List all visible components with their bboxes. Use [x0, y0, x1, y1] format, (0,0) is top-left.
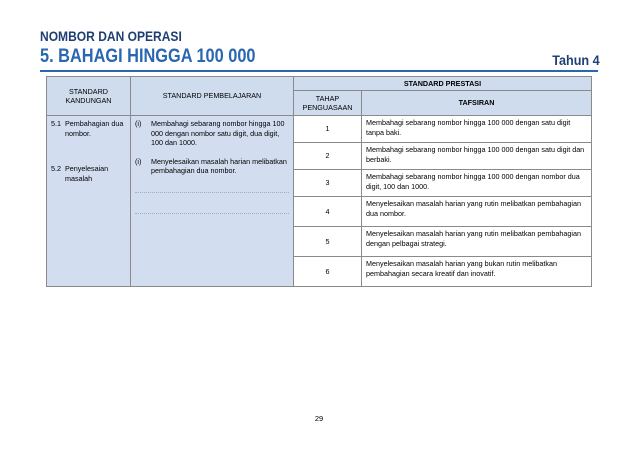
header-standard-pembelajaran: STANDARD PEMBELAJARAN: [131, 77, 294, 116]
dotted-separator: [135, 213, 289, 214]
tafsiran-cell: Menyelesaikan masalah harian yang rutin melibatkan pembahagian dengan pelbagai strategi.: [362, 227, 592, 257]
tahap-cell: 1: [294, 116, 362, 143]
tafsiran-cell: Membahagi sebarang nombor hingga 100 000 dengan nombor dua digit, 100 dan 1000.: [362, 170, 592, 197]
pembelajaran-item-text: Menyelesaikan masalah harian melibatkan pembahagian dua nombor.: [151, 156, 287, 175]
title-divider: [40, 70, 598, 72]
pembelajaran-item-number: (i): [135, 156, 142, 166]
pembelajaran-item: [135, 157, 289, 176]
pembelajaran-item-text: Membahagi sebarang nombor hingga 100 000 dengan nombor satu digit, dua digit, 100 dan 1000.: [151, 119, 285, 147]
tahap-cell: 5: [294, 227, 362, 257]
tafsiran-cell: Menyelesaikan masalah harian yang bukan rutin melibatkan pembahagian secara kreatif dan inovatif.: [362, 257, 592, 287]
kandungan-item: [51, 119, 128, 138]
pembelajaran-item: [135, 119, 289, 148]
topic-heading: NOMBOR DAN OPERASI: [40, 28, 182, 44]
standard-pembelajaran-cell: [131, 116, 294, 287]
kandungan-item-text: Penyelesaian masalah: [65, 164, 109, 183]
header-tahap-penguasaan: TAHAP PENGUASAAN: [294, 91, 362, 116]
dotted-separator: [135, 192, 289, 193]
curriculum-table: [46, 76, 592, 287]
header-standard-kandungan: STANDARD KANDUNGAN: [47, 77, 131, 116]
kandungan-item-number: 5.2: [51, 164, 61, 173]
header-standard-prestasi: STANDARD PRESTASI: [294, 77, 592, 91]
standard-kandungan-cell: [47, 116, 131, 287]
page-title: 5. BAHAGI HINGGA 100 000: [40, 46, 256, 67]
tahap-cell: 6: [294, 257, 362, 287]
pembelajaran-item-number: (i): [135, 119, 142, 128]
tafsiran-cell: Menyelesaikan masalah harian yang rutin melibatkan pembahagian dua nombor.: [362, 197, 592, 227]
page-number: 29: [314, 414, 324, 423]
tahap-cell: 2: [294, 143, 362, 170]
kandungan-item: [51, 164, 128, 183]
kandungan-item-text: Pembahagian dua nombor.: [65, 119, 124, 138]
header-tafsiran: TAFSIRAN: [362, 91, 592, 116]
tahap-cell: 4: [294, 197, 362, 227]
tafsiran-cell: Membahagi sebarang nombor hingga 100 000 dengan satu digit tanpa baki.: [362, 116, 592, 143]
kandungan-item-number: 5.1: [51, 119, 61, 128]
year-label: Tahun 4: [552, 52, 600, 68]
tafsiran-cell: Membahagi sebarang nombor hingga 100 000 dengan satu digit dan berbaki.: [362, 143, 592, 170]
tahap-cell: 3: [294, 170, 362, 197]
